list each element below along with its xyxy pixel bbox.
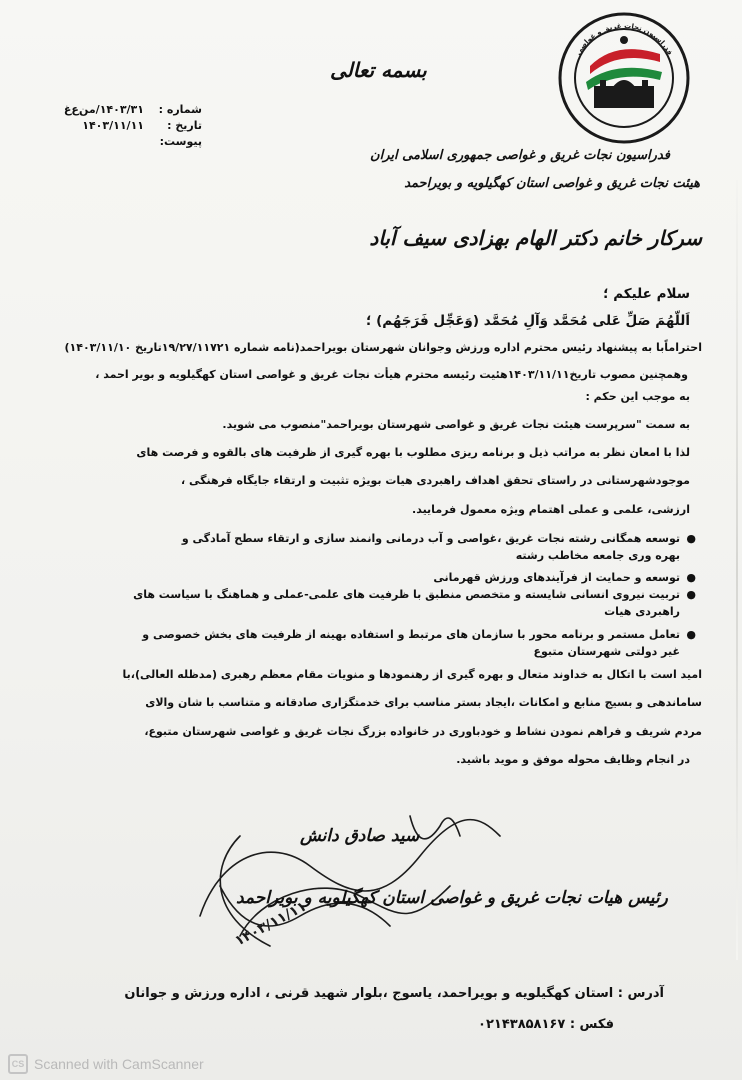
number-label: شماره :: [158, 103, 202, 116]
bullet-icon: ●: [686, 588, 696, 601]
list-item-line: تعامل مستمر و برنامه محور با سازمان های مرتبط و استفاده بهینه از ظرفیت های بخش خصوصی و: [142, 628, 680, 641]
signatory-title: رئیس هیات نجات غریق و غواصی استان کهگیلویه و بویراحمد: [236, 888, 668, 908]
date-label: تاریخ :: [167, 119, 202, 132]
date-value: ۱۴۰۳/۱۱/۱۱: [82, 119, 144, 132]
fax-number: فکس : ۰۲۱۴۳۸۵۸۱۶۷: [478, 1017, 614, 1032]
list-item-line: توسعه و حمایت از فرآیندهای ورزش قهرمانی: [433, 571, 680, 584]
list-item-line: تربیت نیروی انسانی شایسته و متخصص منطبق با ظرفیت های علمی-عملی و هماهنگ با سیاست های: [133, 588, 680, 601]
intro-line-3: به موجب این حکم :: [585, 390, 690, 403]
list-item-line: راهبردی هیات: [604, 605, 680, 618]
bullet-icon: ●: [686, 571, 696, 584]
bullet-icon: ●: [686, 532, 696, 545]
list-item: [133, 586, 696, 620]
list-item-line: غیر دولتی شهرستان متبوع: [533, 645, 680, 658]
page-edge: [736, 180, 738, 960]
list-item-line: بهره وری جامعه مخاطب رشته: [515, 549, 680, 562]
camscanner-logo-icon: CS: [8, 1054, 28, 1074]
bullet-icon: ●: [686, 628, 696, 641]
para-line-3: ارزشی، علمی و عملی اهتمام ویژه معمول فرمایید.: [412, 503, 690, 516]
number-value: ۱۴۰۳/۳۱/من‌ع‌غ: [63, 103, 144, 116]
handwritten-signature-icon: [180, 796, 540, 966]
closing-line-3: مردم شریف و فراهم نمودن نشاط و خودباوری در خانواده بزرگ نجات غریق و غواصی شهرستان متبوع،: [144, 725, 702, 738]
appointment: به سمت "سرپرست هیئت نجات غریق و غواصی شهرستان بویراحمد"منصوب می شوید.: [222, 418, 690, 431]
para-line-1: لذا با امعان نظر به مراتب ذیل و برنامه ریزی مطلوب با بهره گیری از ظرفیت های بالقوه و فرصت های: [136, 446, 690, 459]
list-item: [142, 626, 696, 660]
attachment-label: پیوست:: [159, 135, 202, 148]
basmala: بسمه تعالی: [330, 58, 427, 82]
intro-line-2: وهمچنین مصوب تاریخ۱۴۰۳/۱۱/۱۱هئیت رئیسه محترم هیأت نجات غریق و غواصی استان کهگیلویه و بویر احمد ،: [95, 368, 688, 381]
camscanner-watermark: [8, 1054, 204, 1074]
salawat: اَللّهُمَ صَلِّ عَلی مُحَمَّد وَآلِ مُحَمَّد (وَعَجِّل فَرَجَهُم) ؛: [366, 313, 690, 329]
federation-emblem-icon: [556, 10, 692, 146]
org-line-federation: فدراسیون نجات غریق و غواصی جمهوری اسلامی ایران: [370, 148, 670, 163]
para-line-2: موجودشهرستانی در راستای تحقق اهداف راهبردی هیات بویژه تثبیت و ارتقاء جایگاه فرهنگی ،: [180, 474, 690, 487]
letter-meta: [52, 102, 202, 150]
emblem-text: فدراسیون نجات غریق و غواصی: [574, 21, 674, 57]
list-item: [433, 569, 696, 586]
org-line-province: هیئت نجات غریق و غواصی استان کهگیلویه و بویراحمد: [404, 176, 700, 191]
address: آدرس : استان کهگیلویه و بویراحمد، یاسوج ،بلوار شهید قرنی ، اداره ورزش و جوانان: [124, 986, 664, 1001]
recipient: سرکار خانم دکتر الهام بهزادی سیف آباد: [369, 226, 702, 250]
closing-line-1: امید است با اتکال به خداوند متعال و بهره گیری از رهنمودها و منویات مقام معظم رهبری (مدظله العالی)،با: [122, 668, 702, 681]
watermark-text: Scanned with CamScanner: [34, 1056, 204, 1072]
closing-line-2: ساماندهی و بسیج منابع و امکانات ،ایجاد بستر مناسب برای خدمتگزاری صادقانه و متناسب با شان والای: [145, 696, 702, 709]
closing-line-4: در انجام وظایف محوله موفق و موید باشید.: [456, 753, 690, 766]
signatory-name: سید صادق دانش: [300, 826, 420, 846]
greeting: سلام علیکم ؛: [603, 286, 690, 302]
list-item: [181, 530, 696, 564]
signature-date: ۱۴۰۳/۱۱/۱۱: [232, 898, 310, 950]
intro-line-1: احتراماًبا به پیشنهاد رئیس محترم اداره ورزش وجوانان شهرستان بویراحمد(نامه شماره ۱۹/۲۷/۱۱۷۲۱تاریخ ۱۴۰۳/۱۱/۱۰): [64, 341, 702, 354]
list-item-line: توسعه همگانی رشته نجات غریق ،غواصی و آب درمانی وانمند سازی و ارتقاء سطح آمادگی و: [181, 532, 680, 545]
